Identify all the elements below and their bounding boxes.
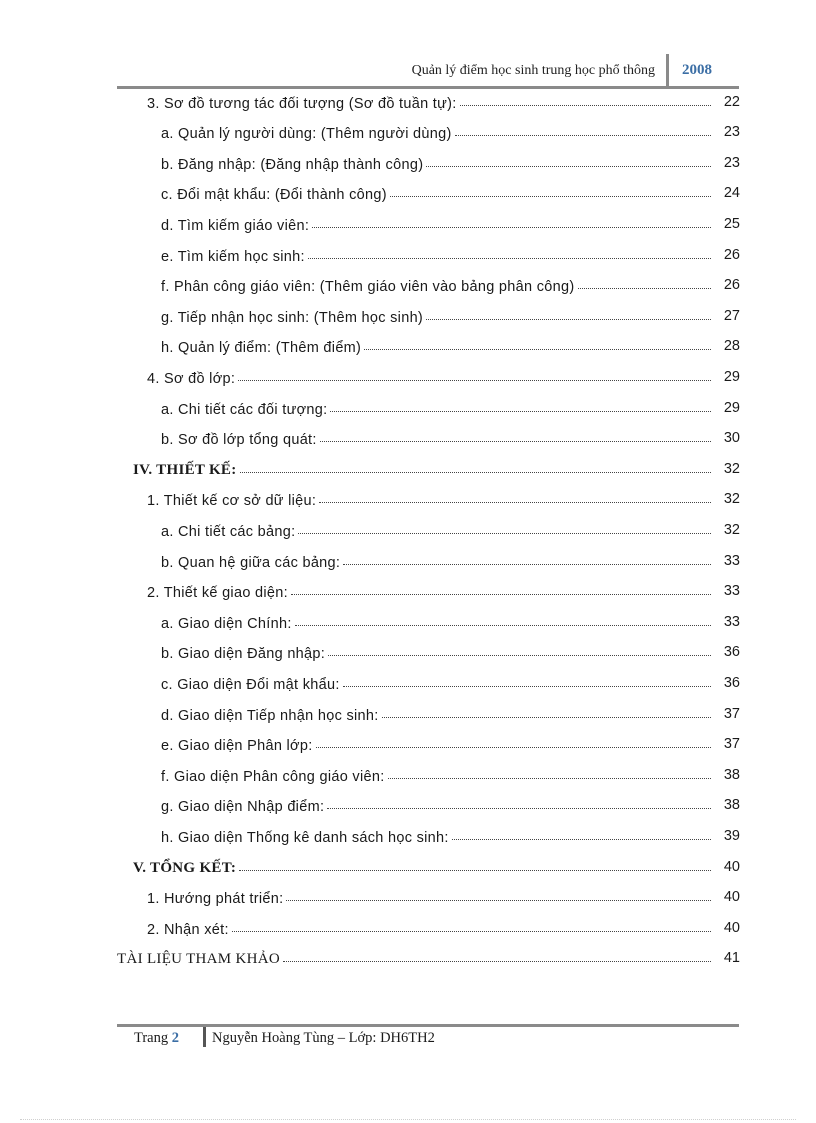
footer-page-number: 2 bbox=[171, 1030, 179, 1046]
toc-leader-dots bbox=[308, 258, 711, 259]
toc-entry[interactable] bbox=[161, 394, 711, 418]
toc-entry-text: 2. Nhận xét: bbox=[147, 922, 229, 938]
toc-entry[interactable] bbox=[161, 791, 711, 815]
footer-rule bbox=[117, 1024, 739, 1027]
toc-entry[interactable] bbox=[161, 332, 711, 356]
toc-entry-text: c. Đổi mật khẩu: (Đổi thành công) bbox=[161, 187, 387, 203]
toc-leader-dots bbox=[426, 319, 711, 320]
toc-leader-dots bbox=[240, 472, 711, 473]
toc-page-number: 25 bbox=[723, 216, 740, 232]
toc-leader-dots bbox=[239, 870, 711, 871]
toc-page-number: 27 bbox=[723, 308, 740, 324]
toc-leader-dots bbox=[390, 196, 711, 197]
toc-entry[interactable] bbox=[161, 638, 711, 662]
toc-page-number: 40 bbox=[723, 920, 740, 936]
toc-leader-dots bbox=[238, 380, 711, 381]
toc-entry-text: h. Quản lý điểm: (Thêm điểm) bbox=[161, 340, 362, 356]
toc-entry-text: 1. Hướng phát triển: bbox=[147, 891, 284, 907]
toc-page-number: 33 bbox=[723, 614, 740, 630]
toc-leader-dots bbox=[291, 594, 711, 595]
toc-entry-text: a. Giao diện Chính: bbox=[161, 616, 292, 632]
page-bottom-border bbox=[20, 1119, 796, 1120]
toc-leader-dots bbox=[298, 533, 711, 534]
toc-entry-text: g. Giao diện Nhập điểm: bbox=[161, 799, 325, 815]
toc-entry-text: b. Quan hệ giữa các bảng: bbox=[161, 555, 341, 571]
toc-leader-dots bbox=[319, 502, 711, 503]
toc-entry[interactable] bbox=[161, 608, 711, 632]
header-year: 2008 bbox=[682, 62, 712, 78]
toc-page-number: 37 bbox=[723, 736, 740, 752]
toc-entry[interactable] bbox=[117, 944, 711, 968]
toc-entry-text: d. Giao diện Tiếp nhận học sinh: bbox=[161, 708, 379, 724]
toc-page-number: 29 bbox=[723, 400, 740, 416]
toc-leader-dots bbox=[578, 288, 712, 289]
toc-entry[interactable] bbox=[161, 730, 711, 754]
toc-entry-text: f. Giao diện Phân công giáo viên: bbox=[161, 769, 385, 785]
toc-page-number: 40 bbox=[723, 859, 740, 875]
toc-entry[interactable] bbox=[161, 118, 711, 142]
toc-entry-text: a. Quản lý người dùng: (Thêm người dùng) bbox=[161, 126, 452, 142]
toc-leader-dots bbox=[286, 900, 711, 901]
toc-leader-dots bbox=[343, 564, 711, 565]
toc-page-number: 38 bbox=[723, 797, 740, 813]
toc-page-number: 33 bbox=[723, 553, 740, 569]
toc-leader-dots bbox=[364, 349, 711, 350]
toc-leader-dots bbox=[312, 227, 711, 228]
toc-page-number: 32 bbox=[723, 461, 740, 477]
toc-leader-dots bbox=[295, 625, 711, 626]
toc-leader-dots bbox=[452, 839, 711, 840]
toc-page-number: 38 bbox=[723, 767, 740, 783]
toc-entry[interactable] bbox=[161, 149, 711, 173]
toc-leader-dots bbox=[328, 655, 711, 656]
header-separator bbox=[666, 54, 669, 87]
toc-leader-dots bbox=[330, 411, 711, 412]
toc-page-number: 37 bbox=[723, 706, 740, 722]
toc-page-number: 26 bbox=[723, 247, 740, 263]
toc-leader-dots bbox=[388, 778, 711, 779]
toc-leader-dots bbox=[232, 931, 711, 932]
toc-entry-text: b. Đăng nhập: (Đăng nhập thành công) bbox=[161, 157, 424, 173]
toc-entry-text: f. Phân công giáo viên: (Thêm giáo viên vào bảng phân công) bbox=[161, 279, 575, 295]
toc-page-number: 30 bbox=[723, 430, 740, 446]
toc-page-number: 32 bbox=[723, 491, 740, 507]
toc-entry[interactable] bbox=[147, 883, 711, 907]
toc-entry[interactable] bbox=[161, 700, 711, 724]
toc-entry[interactable] bbox=[161, 302, 711, 326]
toc-entry[interactable] bbox=[147, 577, 711, 601]
toc-page-number: 26 bbox=[723, 277, 740, 293]
toc-page-number: 39 bbox=[723, 828, 740, 844]
toc-leader-dots bbox=[320, 441, 711, 442]
toc-entry-text: a. Chi tiết các bảng: bbox=[161, 524, 296, 540]
toc-entry-text: d. Tìm kiếm giáo viên: bbox=[161, 218, 310, 234]
toc-entry[interactable] bbox=[147, 914, 711, 938]
footer-separator bbox=[203, 1027, 206, 1047]
toc-page-number: 24 bbox=[723, 185, 740, 201]
toc-entry-text: h. Giao diện Thống kê danh sách học sinh: bbox=[161, 830, 449, 846]
toc-entry[interactable] bbox=[161, 516, 711, 540]
toc-leader-dots bbox=[460, 105, 711, 106]
footer-page-word: Trang bbox=[134, 1030, 169, 1046]
toc-entry[interactable] bbox=[147, 88, 711, 112]
toc-leader-dots bbox=[316, 747, 711, 748]
toc-leader-dots bbox=[455, 135, 711, 136]
toc-page-number: 36 bbox=[723, 675, 740, 691]
toc-page-number: 36 bbox=[723, 644, 740, 660]
toc-entry[interactable] bbox=[161, 424, 711, 448]
toc-entry[interactable] bbox=[161, 669, 711, 693]
toc-leader-dots bbox=[343, 686, 711, 687]
toc-entry[interactable] bbox=[133, 455, 711, 479]
toc-page-number: 32 bbox=[723, 522, 740, 538]
toc-page-number: 22 bbox=[723, 94, 740, 110]
toc-entry[interactable] bbox=[161, 179, 711, 203]
toc-page-number: 23 bbox=[723, 155, 740, 171]
toc-entry-text: b. Sơ đồ lớp tổng quát: bbox=[161, 432, 317, 448]
footer-page-label bbox=[134, 1030, 179, 1047]
toc-entry-text: a. Chi tiết các đối tượng: bbox=[161, 402, 328, 418]
toc-entry-text: 3. Sơ đồ tương tác đối tượng (Sơ đồ tuần tự): bbox=[147, 96, 457, 112]
toc-entry-text: 1. Thiết kế cơ sở dữ liệu: bbox=[147, 493, 317, 509]
toc-page-number: 41 bbox=[723, 950, 740, 966]
toc-entry-text: 2. Thiết kế giao diện: bbox=[147, 585, 288, 601]
toc-entry-text: g. Tiếp nhận học sinh: (Thêm học sinh) bbox=[161, 310, 424, 326]
toc-entry-text: e. Tìm kiếm học sinh: bbox=[161, 249, 305, 265]
toc-entry[interactable] bbox=[161, 761, 711, 785]
toc-page-number: 40 bbox=[723, 889, 740, 905]
footer-author: Nguyễn Hoàng Tùng – Lớp: DH6TH2 bbox=[212, 1030, 435, 1046]
toc-page-number: 29 bbox=[723, 369, 740, 385]
toc-page-number: 33 bbox=[723, 583, 740, 599]
toc-entry-text: c. Giao diện Đổi mật khẩu: bbox=[161, 677, 340, 693]
toc-entry[interactable] bbox=[147, 485, 711, 509]
toc-entry-text: e. Giao diện Phân lớp: bbox=[161, 738, 313, 754]
toc-entry[interactable] bbox=[161, 547, 711, 571]
toc-entry[interactable] bbox=[161, 822, 711, 846]
header-title: Quản lý điểm học sinh trung học phổ thông bbox=[411, 63, 655, 78]
toc-page-number: 23 bbox=[723, 124, 740, 140]
toc-entry[interactable] bbox=[147, 363, 711, 387]
toc-entry[interactable] bbox=[161, 271, 711, 295]
toc-entry[interactable] bbox=[161, 210, 711, 234]
toc-leader-dots bbox=[426, 166, 711, 167]
toc-entry-text: b. Giao diện Đăng nhập: bbox=[161, 646, 326, 662]
toc-entry-text: V. TỔNG KẾT: bbox=[133, 860, 237, 876]
toc-page-number: 28 bbox=[723, 338, 740, 354]
toc-entry[interactable] bbox=[133, 853, 711, 877]
page-header bbox=[117, 54, 739, 87]
toc-entry[interactable] bbox=[161, 241, 711, 265]
toc-leader-dots bbox=[283, 961, 711, 962]
toc-entry-text: TÀI LIỆU THAM KHẢO bbox=[117, 951, 281, 967]
toc-entry-text: 4. Sơ đồ lớp: bbox=[147, 371, 236, 387]
toc-leader-dots bbox=[382, 717, 711, 718]
toc-entry-text: IV. THIẾT KẾ: bbox=[133, 462, 237, 478]
toc-leader-dots bbox=[327, 808, 711, 809]
